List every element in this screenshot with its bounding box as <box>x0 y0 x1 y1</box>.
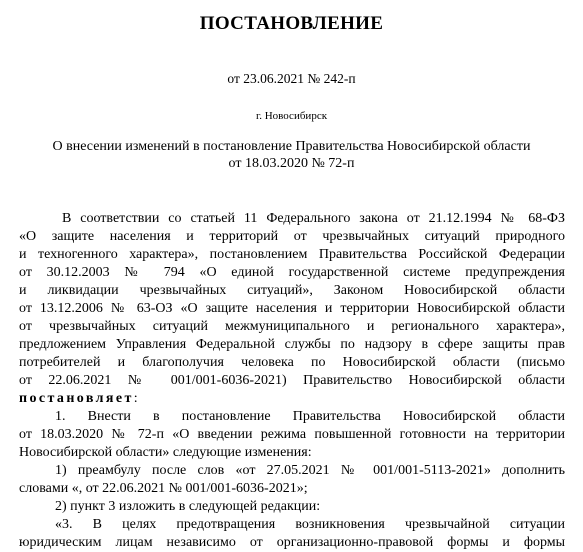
body-line: от чрезвычайных ситуаций межмуниципального и регионального характера», <box>19 319 565 334</box>
item-line: Новосибирской области» следующие изменения: <box>19 445 312 460</box>
body-line: и техногенного характера», постановлением Правительства Российской Федерации <box>19 247 565 262</box>
decree-colon: : <box>133 391 138 406</box>
body-line: от 22.06.2021 № 001/001-6036-2021) Правительство Новосибирской области <box>19 373 565 388</box>
body-line: предложением Управления Федеральной службы по надзору в сфере защиты прав <box>19 337 565 352</box>
subitem-line: 2) пункт 3 изложить в следующей редакции: <box>55 499 321 514</box>
decree-line <box>19 390 565 408</box>
document-subject <box>20 138 563 172</box>
document-city: г. Новосибирск <box>255 110 328 122</box>
item-line: 1. Внести в постановление Правительства Новосибирской области <box>55 409 565 424</box>
quote-line: «3. В целях предотвращения возникновения чрезвычайной ситуации <box>55 517 565 532</box>
document-title: ПОСТАНОВЛЕНИЕ <box>199 13 384 34</box>
subitem-line: словами «, от 22.06.2021 № 001/001-6036-2021»; <box>19 481 308 496</box>
body-line: от 13.12.2006 № 63-ОЗ «О защите населения и территории Новосибирской области <box>19 301 565 316</box>
body-line: потребителей и благополучия человека по Новосибирской области (письмо <box>19 355 565 370</box>
decree-word: постановляет <box>19 391 134 406</box>
body-line: от 30.12.2003 № 794 «О единой государственной системе предупреждения <box>19 265 565 280</box>
subject-line: О внесении изменений в постановление Правительства Новосибирской области <box>52 139 531 154</box>
subject-line: от 18.03.2020 № 72-п <box>228 156 355 171</box>
quote-line: юридическим лицам независимо от организационно-правовой формы и формы <box>19 535 565 550</box>
body-line: «О защите населения и территорий от чрезвычайных ситуаций природного <box>19 229 565 244</box>
body-line: В соответствии со статьей 11 Федерального закона от 21.12.1994 № 68-ФЗ <box>62 211 565 226</box>
body-line: и ликвидации чрезвычайных ситуаций», Законом Новосибирской области <box>19 283 565 298</box>
item-line: от 18.03.2020 № 72-п «О введении режима повышенной готовности на территории <box>19 427 565 442</box>
subitem-line: 1) преамбулу после слов «от 27.05.2021 № 001/001-5113-2021» дополнить <box>55 463 565 478</box>
document-body <box>19 210 565 552</box>
document-date-number: от 23.06.2021 № 242-п <box>227 71 356 86</box>
